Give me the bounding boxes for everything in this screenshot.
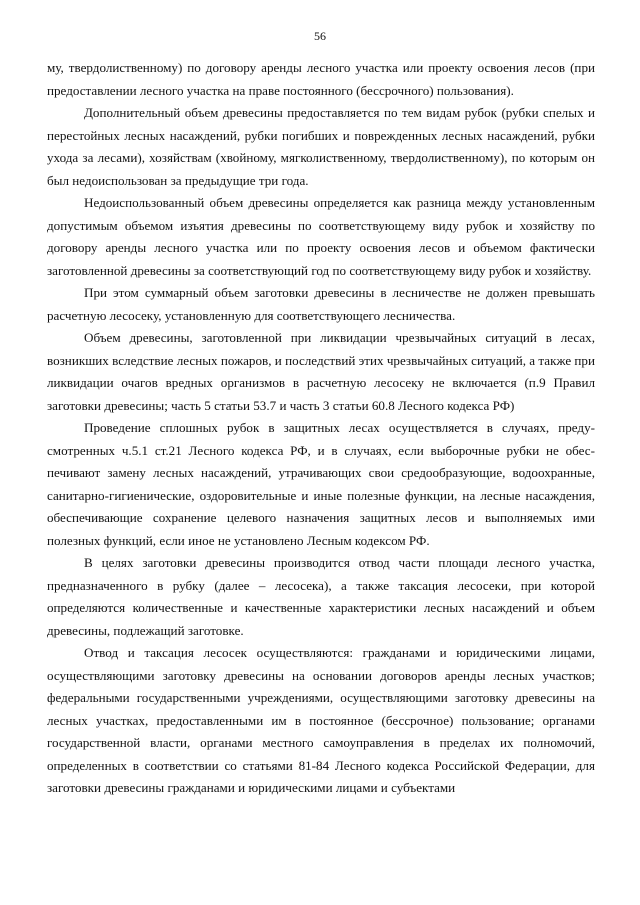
paragraph-clear-cutting: Проведение сплошных рубок в защитных лесах осуществляется в случаях, предусмотренных ч.5.1 ст.21 Лесного кодекса РФ, и в случаях, если выборочные рубки не обеспечивают замену лесных насаждений, утрачивающих свои средообразующие, водоохранные, санитарно-гигиенические, оздоровительные и иные полезные функции, на лесные насаждения, обеспечивающие сохранение целевого назначения защитных лесов и выполняемых ими полезных функций, если иное не установлено Лесным кодексом РФ. — [47, 420, 595, 548]
document-text — [47, 57, 595, 800]
paragraph-continuation: му, твердолиственному) по договору аренды лесного участка или проекту освоения лесов (при предоставлении лесного участка на праве постоянного (бессрочного) пользования). — [47, 60, 595, 98]
paragraph-underused-volume: Недоиспользованный объем древесины определяется как разница между установленным допустимым объемом изъятия древесины по соответствующему виду рубок и хозяйству по договору аренды лесного участка или по проекту освоения лесов и объемом фактически заготовленной древесины за соответствующий год по соответствующему виду рубок и хозяйству. — [47, 195, 595, 278]
paragraph-cutting-area-allotment: В целях заготовки древесины производится отвод части площади лесного участка, предназначенного в рубку (далее – лесосека), а также таксация лесосеки, при которой определяются количественные и качественные характеристики лесных насаждений и объем древесины, подлежащий заготовке. — [47, 555, 595, 638]
paragraph-additional-volume: Дополнительный объем древесины предоставляется по тем видам рубок (рубки спелых и перестойных лесных насаждений, рубки погибших и поврежденных лесных насаждений, рубки ухода за лесами), хозяйствам (хвойному, мягколиственному, твердолиственному), по которым он был недоиспользован за предыдущие три года. — [47, 105, 595, 188]
paragraph-emergency-volume: Объем древесины, заготовленной при ликвидации чрезвычайных ситуаций в лесах, возникших вследствие лесных пожаров, и последствий этих чрезвычайных ситуаций, а также при ликвидации очагов вредных организмов в расчетную лесосеку не включается (п.9 Правил заготовки древесины; часть 5 статьи 53.7 и часть 3 статьи 60.8 Лесного кодекса РФ) — [47, 330, 595, 413]
page-number: 56 — [314, 29, 326, 43]
paragraph-allotment-performers: Отвод и таксация лесосек осуществляются: гражданами и юридическими лицами, осуществляющими заготовку древесины на основании договоров аренды лесных участков; федеральными государственными учреждениями, осуществляющими заготовку древесины на лесных участках, предоставленными им в постоянное (бессрочное) пользование; органами государственной власти, органами местного самоуправления в пределах их полномочий, определенных в соответствии со статьями 81-84 Лесного кодекса Российской Федерации, для заготовки древесины гражданами и юридическими лицами и субъектами — [47, 645, 595, 795]
paragraph-total-volume: При этом суммарный объем заготовки древесины в лесничестве не должен превышать расчетную лесосеку, установленную для соответствующего лесничества. — [47, 285, 595, 323]
